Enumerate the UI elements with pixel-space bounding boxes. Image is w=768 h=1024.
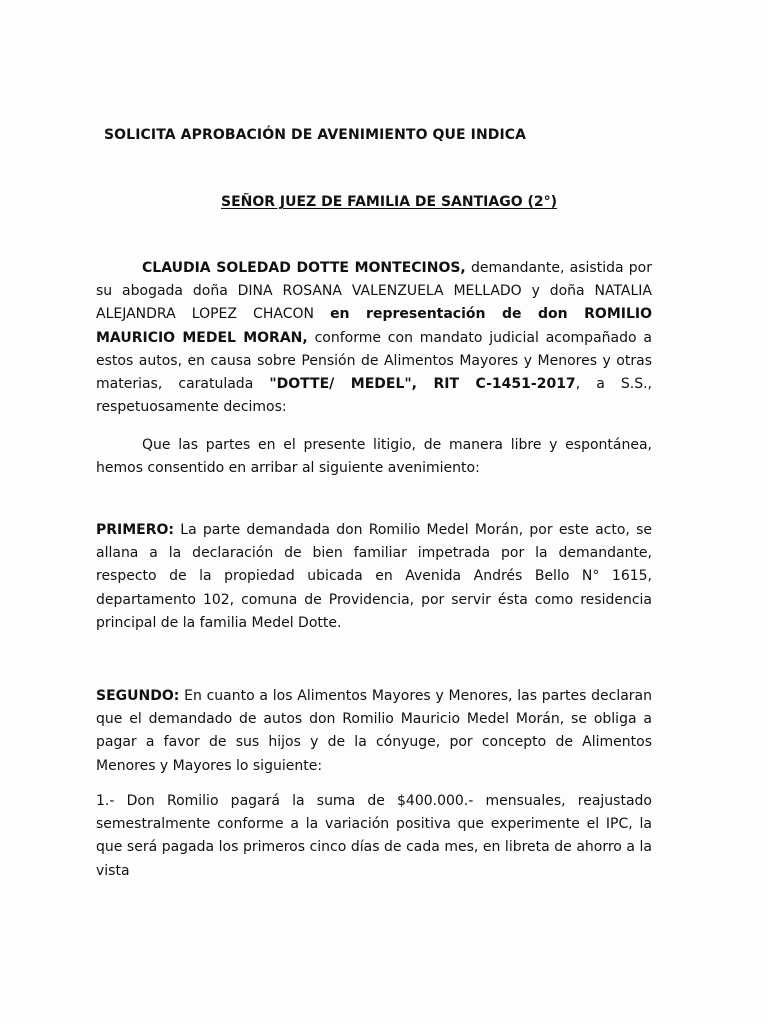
representation-clause: en representación de don ROMILIO MAURICIO MEDEL MORAN, xyxy=(96,306,653,346)
case-reference: "DOTTE/ MEDEL", RIT C-1451-2017 xyxy=(269,376,576,393)
intro-text-2: conforme con mandato judicial acompañado a estos autos, en causa sobre Pensión de Alimentos Mayores y Menores y otras materias, caratulada xyxy=(96,329,652,393)
clause-primero-text: La parte demandada don Romilio Medel Morán, por este acto, se allana a la declaración de bien familiar impetrada por la demandante, respecto de la propiedad ubicada en Avenida Andrés Bello N° 1615, departamento 102, comuna de Providencia, por servir ésta como residencia principal de la familia Medel Dotte. xyxy=(96,522,652,631)
intro-text-1: demandante, asistida por su abogada doña DINA ROSANA VALENZUELA MELLADO y doña NATALIA ALEJANDRA LOPEZ CHACON xyxy=(96,260,652,323)
clause-segundo xyxy=(96,685,652,778)
document-title: SOLICITA APROBACIÓN DE AVENIMIENTO QUE INDICA xyxy=(104,127,527,143)
clause-segundo-text: En cuanto a los Alimentos Mayores y Menores, las partes declaran que el demandado de autos don Romilio Mauricio Medel Morán, se obliga a pagar a favor de sus hijos y de la cónyuge, por concepto de Alimentos Menores y Mayores lo siguiente: xyxy=(96,688,652,774)
intro-paragraph xyxy=(96,257,652,419)
clause-item-1: 1.- Don Romilio pagará la suma de $400.000.- mensuales, reajustado semestralmente conforme a la variación positiva que experimente el IPC, la que será pagada los primeros cinco días de cada mes, en libreta de ahorro a la vista xyxy=(96,793,652,879)
claimant-name: CLAUDIA SOLEDAD DOTTE MONTECINOS, xyxy=(142,260,466,276)
consent-paragraph: Que las partes en el presente litigio, de manera libre y espontánea, hemos consentido en arribar al siguiente avenimiento: xyxy=(96,437,652,477)
clause-segundo-label: SEGUNDO: xyxy=(96,688,180,704)
clause-primero-label: PRIMERO: xyxy=(96,522,175,538)
intro-text-3: , a S.S., respetuosamente decimos: xyxy=(96,376,652,416)
clause-primero xyxy=(96,519,652,635)
addressee-heading: SEÑOR JUEZ DE FAMILIA DE SANTIAGO (2°) xyxy=(221,194,558,210)
